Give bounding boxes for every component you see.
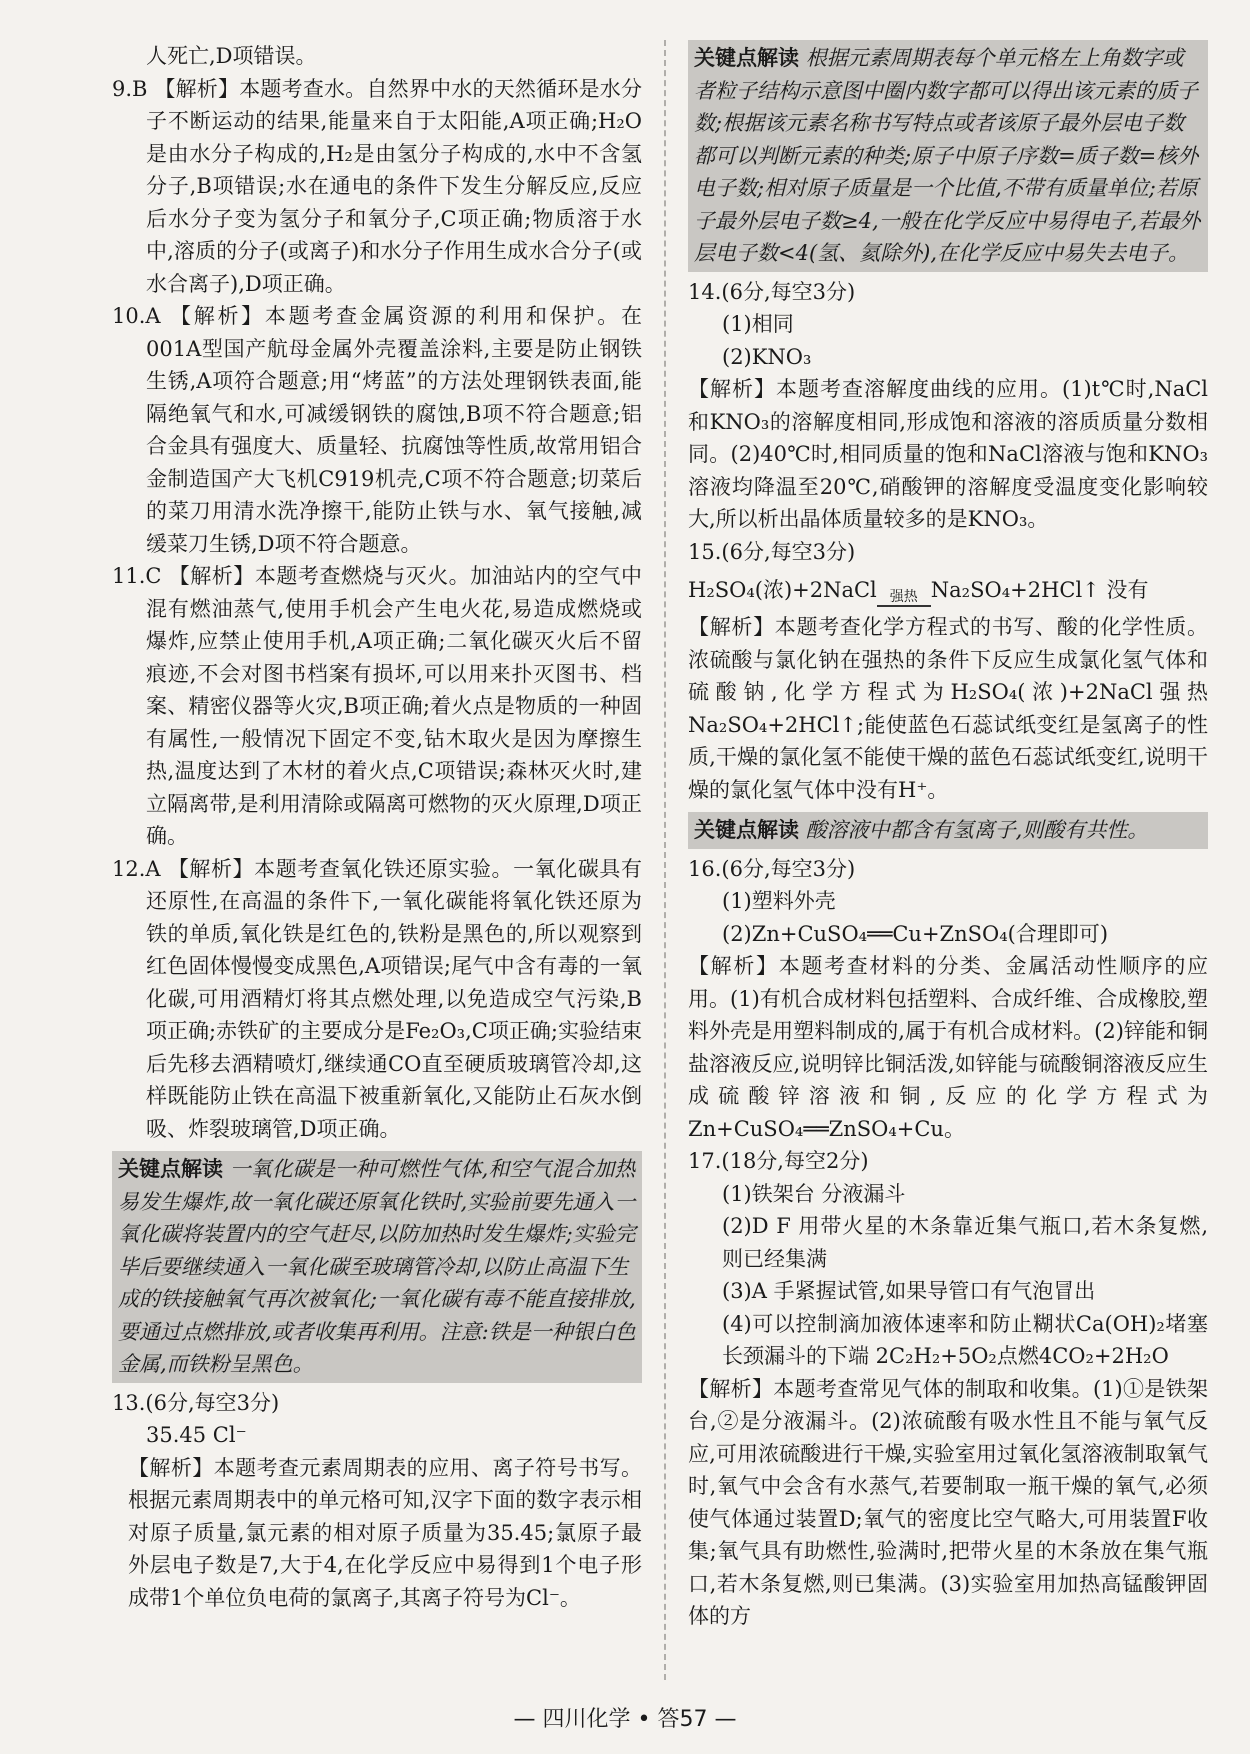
answer-16-a2: (2)Zn+CuSO₄══Cu+ZnSO₄(合理即可) <box>722 921 1109 946</box>
answer-14-a1: (1)相同 <box>722 312 794 336</box>
answer-13-head: 13.(6分,每空3分) <box>112 1390 280 1415</box>
key-point-text: 一氧化碳是一种可燃性气体,和空气混合加热易发生爆炸,故一氧化碳还原氧化铁时,实验前要先通入一氧化碳将装置内的空气赶尽,以防加热时发生爆炸;实验完毕后要继续通入一氧化碳至玻璃管冷却,以防止高温下生成的铁接触氧气再次被氧化;一氧化碳有毒不能直接排放,要通过点燃排放,或者收集再利用。注意:铁是一种银白色金属,而铁粉呈黑色。 <box>118 1157 636 1376</box>
answer-12: 12.A 【解析】本题考查氧化铁还原实验。一氧化碳具有还原性,在高温的条件下,一氧化碳能将氧化铁还原为铁的单质,氧化铁是红色的,铁粉是黑色的,所以观察到红色固体慢慢变成黑色,A项错误;尾气中含有毒的一氧化碳,可用酒精灯将其点燃处理,以免造成空气污染,B项正确;赤铁矿的主要成分是Fe₂O₃,C项正确;实验结束后先移去酒精喷灯,继续通CO直至硬质玻璃管冷却,这样既能防止铁在高温下被重新氧化,又能防止石灰水倒吸、炸裂玻璃管,D项正确。 <box>112 856 642 1141</box>
answer-15-explanation: 【解析】本题考查化学方程式的书写、酸的化学性质。浓硫酸与氯化钠在强热的条件下反应生成氯化氢气体和硫酸钠,化学方程式为H₂SO₄(浓)+2NaCl强热Na₂SO₄+2HCl↑;能使蓝色石蕊试纸变红是氢离子的性质,干燥的氯化氢不能使干燥的蓝色石蕊试纸变红,说明干燥的氯化氢气体中没有H⁺。 <box>688 615 1208 802</box>
answer-17-a3: (3)A 手紧握试管,如果导管口有气泡冒出 <box>722 1279 1096 1303</box>
equation-right: Na₂SO₄+2HCl↑ 没有 <box>930 578 1149 602</box>
page-footer: — 四川化学 • 答57 — <box>513 1707 737 1732</box>
key-point-box-15 <box>688 812 1208 849</box>
answer-13-explanation: 【解析】本题考查元素周期表的应用、离子符号书写。根据元素周期表中的单元格可知,汉字下面的数字表示相对原子质量,氯元素的相对原子质量为35.45;氯原子最外层电子数是7,大于4,在化学反应中易得到1个电子形成带1个单位负电荷的氯离子,其离子符号为Cl⁻。 <box>128 1455 642 1610</box>
key-point-label: 关键点解读 <box>694 817 799 842</box>
key-point-label: 关键点解读 <box>118 1156 223 1181</box>
key-point-label: 关键点解读 <box>694 45 799 70</box>
equation-left: H₂SO₄(浓)+2NaCl <box>688 578 877 602</box>
answer-16-head: 16.(6分,每空3分) <box>688 856 856 881</box>
answer-17-a4: (4)可以控制滴加液体速率和防止糊状Ca(OH)₂堵塞长颈漏斗的下端 2C₂H₂+5O₂点燃4CO₂+2H₂O <box>722 1311 1208 1368</box>
key-point-text: 酸溶液中都含有氢离子,则酸有共性。 <box>805 818 1149 842</box>
answer-17-head: 17.(18分,每空2分) <box>688 1149 869 1173</box>
left-column <box>112 40 642 1614</box>
column-divider <box>664 40 666 1680</box>
answer-13-answer: 35.45 Cl⁻ <box>146 1423 247 1447</box>
answer-17-explanation: 【解析】本题考查常见气体的制取和收集。(1)①是铁架台,②是分液漏斗。(2)浓硫酸有吸水性且不能与氧气反应,可用浓硫酸进行干燥,实验室用过氧化氢溶液制取氧气时,氧气中会含有水蒸气,若要制取一瓶干燥的氧气,必须使气体通过装置D;氧气的密度比空气略大,可用装置F收集;氧气具有助燃性,验满时,把带火星的木条放在集气瓶口,若木条复燃,则已集满。(3)实验室用加热高锰酸钾固体的方 <box>688 1376 1208 1628</box>
answer-8-tail: 人死亡,D项错误。 <box>146 44 317 68</box>
answer-15-equation <box>688 574 1208 611</box>
answer-14-a2: (2)KNO₃ <box>722 344 812 369</box>
reaction-condition: 强热 <box>877 589 931 611</box>
key-point-box-12 <box>112 1151 642 1383</box>
answer-10: 10.A 【解析】本题考查金属资源的利用和保护。在001A型国产航母金属外壳覆盖涂料,主要是防止钢铁生锈,A项符合题意;用“烤蓝”的方法处理钢铁表面,能隔绝氧气和水,可减缓钢铁的腐蚀,B项不符合题意;铝合金具有强度大、质量轻、抗腐蚀等性质,故常用铝合金制造国产大飞机C919机壳,C项不符合题意;切菜后的菜刀用清水洗净擦干,能防止铁与水、氧气接触,减缓菜刀生锈,D项不符合题意。 <box>112 304 642 556</box>
answer-9: 9.B 【解析】本题考查水。自然界中水的天然循环是水分子不断运动的结果,能量来自于太阳能,A项正确;H₂O是由水分子构成的,H₂是由氢分子构成的,水中不含氢分子,B项错误;水在通电的条件下发生分解反应,反应后水分子变为氢分子和氧分子,C项正确;物质溶于水中,溶质的分子(或离子)和水分子作用生成水合分子(或水合离子),D项正确。 <box>112 76 642 296</box>
key-point-box-13 <box>688 40 1208 272</box>
answer-15-head: 15.(6分,每空3分) <box>688 539 856 564</box>
answer-17-a1: (1)铁架台 分液漏斗 <box>722 1181 906 1206</box>
right-column <box>688 40 1208 1633</box>
answer-11: 11.C 【解析】本题考查燃烧与灭火。加油站内的空气中混有燃油蒸气,使用手机会产生电火花,易造成燃烧或爆炸,应禁止使用手机,A项正确;二氧化碳灭火后不留痕迹,不会对图书档案有损坏,可以用来扑灭图书、档案、精密仪器等火灾,B项正确;着火点是物质的一种固有属性,一般情况下固定不变,钻木取火是因为摩擦生热,温度达到了木材的着火点,C项错误;森林灭火时,建立隔离带,是利用清除或隔离可燃物的灭火原理,D项正确。 <box>112 564 642 848</box>
answer-14-explanation: 【解析】本题考查溶解度曲线的应用。(1)t℃时,NaCl和KNO₃的溶解度相同,形成饱和溶液的溶质质量分数相同。(2)40℃时,相同质量的饱和NaCl溶液与饱和KNO₃溶液均降温至20℃,硝酸钾的溶解度受温度变化影响较大,所以析出晶体质量较多的是KNO₃。 <box>688 377 1208 531</box>
answer-14-head: 14.(6分,每空3分) <box>688 279 856 304</box>
answer-17-a2: (2)D F 用带火星的木条靠近集气瓶口,若木条复燃,则已经集满 <box>722 1214 1208 1271</box>
answer-16-explanation: 【解析】本题考查材料的分类、金属活动性顺序的应用。(1)有机合成材料包括塑料、合成纤维、合成橡胶,塑料外壳是用塑料制成的,属于有机合成材料。(2)锌能和铜盐溶液反应,说明锌比铜活泼,如锌能与硫酸铜溶液反应生成硫酸锌溶液和铜,反应的化学方程式为Zn+CuSO₄══ZnSO₄+Cu。 <box>688 954 1208 1141</box>
answer-16-a1: (1)塑料外壳 <box>722 889 836 913</box>
key-point-text: 根据元素周期表每个单元格左上角数字或者粒子结构示意图中圈内数字都可以得出该元素的质子数;根据该元素名称书写特点或者该原子最外层电子数都可以判断元素的种类;原子中原子序数=质子数=核外电子数;相对原子质量是一个比值,不带有质量单位;若原子最外层电子数≥4,一般在化学反应中易得电子,若最外层电子数<4(氢、氦除外),在化学反应中易失去电子。 <box>694 46 1201 265</box>
